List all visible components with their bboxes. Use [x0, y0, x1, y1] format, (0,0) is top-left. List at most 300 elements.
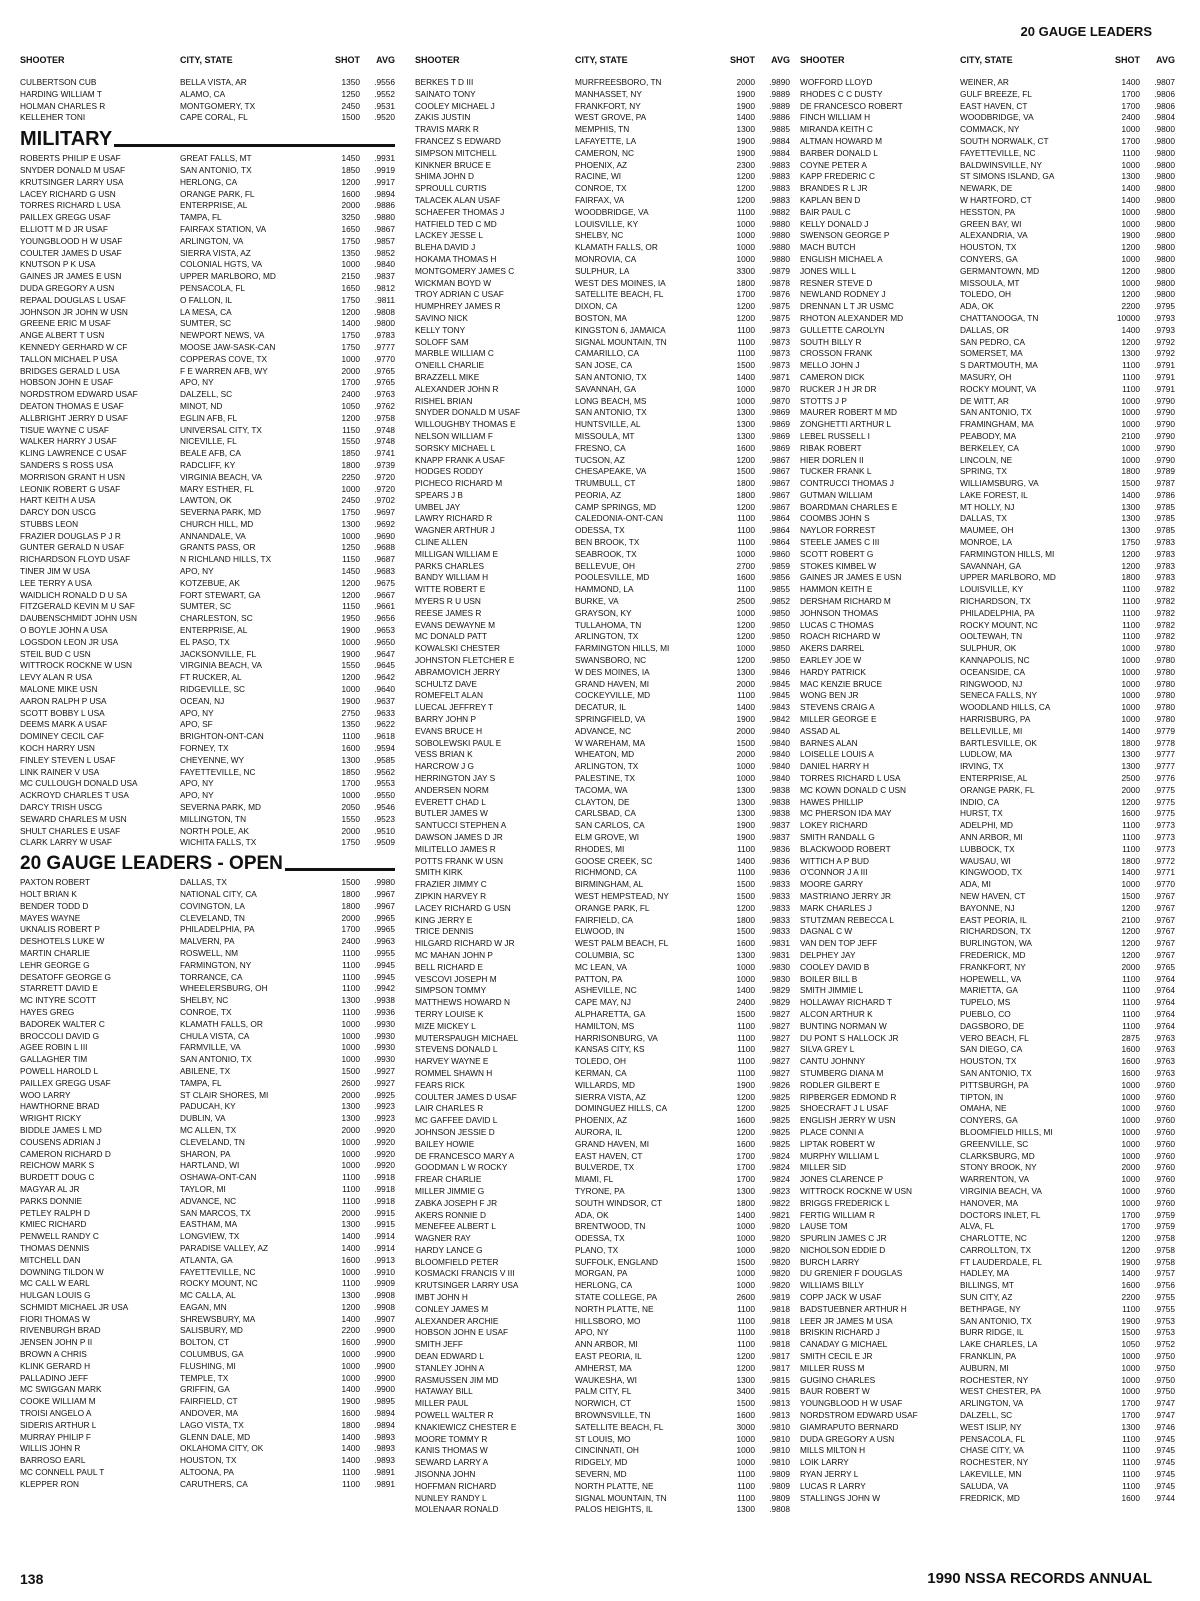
shooter-name: HOLMAN CHARLES R [20, 100, 106, 111]
average: .9531 [374, 100, 395, 111]
shooter-name: SHOECRAFT J L USAF [800, 1103, 889, 1114]
shooter-name: HIER DORLEN II [800, 454, 864, 465]
city-state: ATLANTA, GA [180, 1254, 233, 1265]
shooter-name: DAWSON JAMES D JR [415, 832, 503, 842]
shot-count: 1300 [341, 1113, 360, 1124]
shooter-name: HART KEITH A USA [20, 495, 96, 506]
shot-count: 1100 [342, 959, 360, 970]
shooter-name: REESE JAMES R [415, 607, 482, 618]
shooter-name: DOMINEY CECIL CAF [20, 731, 104, 742]
city-state: SOUTH NORWALK, CT [960, 135, 1049, 146]
shooter-name: WICKMAN BOYD W [415, 277, 492, 288]
average: .9720 [374, 483, 395, 494]
city-state: UPPER MARLBORO, MD [960, 572, 1056, 583]
city-state: PITTSBURGH, PA [960, 1079, 1029, 1090]
average: .9938 [374, 995, 395, 1006]
shot-count: 1000 [736, 1457, 755, 1468]
table-row [800, 1021, 1175, 1033]
shot-count: 2150 [341, 271, 360, 282]
table-row [20, 295, 395, 307]
table-row [20, 271, 395, 283]
shooter-name: RHODES C C DUSTY [800, 88, 883, 99]
average: .9806 [1154, 88, 1175, 99]
city-state: ARLINGTON, TX [575, 631, 639, 642]
city-state: FAYETTEVILLE, NC [180, 1266, 256, 1277]
city-state: APO, NY [180, 377, 214, 388]
shot-count: 1000 [1121, 666, 1140, 677]
table-row [20, 1325, 395, 1337]
average: .9633 [374, 707, 395, 718]
table-row [415, 1115, 790, 1127]
table-row [800, 219, 1175, 231]
shot-count: 1100 [342, 731, 360, 742]
header-shooter: SHOOTER [20, 55, 65, 65]
table-row [800, 1221, 1175, 1233]
city-state: PADUCAH, KY [180, 1101, 236, 1112]
average: .9864 [769, 525, 790, 536]
city-state: CAMP SPRINGS, MD [575, 501, 656, 512]
average: .9661 [374, 601, 395, 612]
average: .9850 [769, 631, 790, 642]
column-1 [20, 55, 395, 1491]
shooter-name: MC CULLOUGH DONALD USA [20, 778, 138, 789]
shooter-name: HARVEY WAYNE E [415, 1056, 489, 1067]
table-row [20, 1373, 395, 1385]
table-row [800, 183, 1175, 195]
shooter-name: MC GAFFEE DAVID L [415, 1115, 498, 1126]
table-row [800, 325, 1175, 337]
table-row [415, 1162, 790, 1174]
table-row [20, 1007, 395, 1019]
shot-count: 1400 [341, 1384, 360, 1395]
average: .9687 [374, 554, 395, 565]
average: .9867 [769, 478, 790, 489]
shot-count: 1900 [736, 88, 755, 99]
shot-count: 1400 [736, 985, 755, 996]
average: .9811 [374, 294, 395, 305]
average: .9800 [1154, 253, 1175, 264]
city-state: PUEBLO, CO [960, 1008, 1011, 1019]
shooter-name: LEE TERRY A USA [20, 577, 92, 588]
city-state: BLOOMFIELD HILLS, MI [960, 1126, 1053, 1137]
shooter-name: BRIDGES GERALD L USA [20, 365, 120, 376]
city-state: RICHARDSON, TX [960, 926, 1031, 937]
city-state: SPRING, TX [960, 466, 1007, 477]
average: .9763 [1154, 1067, 1175, 1078]
shot-count: 2000 [341, 1207, 360, 1218]
city-state: MANHASSET, NY [575, 88, 642, 99]
shot-count: 1850 [341, 164, 360, 175]
city-state: TACOMA, WA [575, 784, 628, 795]
average: .9893 [374, 1443, 395, 1454]
shot-count: 1000 [1121, 714, 1140, 725]
table-row [20, 924, 395, 936]
average: .9745 [1154, 1457, 1175, 1468]
shooter-name: LEER JR JAMES M USA [800, 1315, 893, 1326]
shooter-name: KAPLAN BEN D [800, 194, 861, 205]
shot-count: 1300 [736, 784, 755, 795]
shot-count: 1900 [341, 1396, 360, 1407]
table-row [415, 702, 790, 714]
shooter-name: GOODMAN L W ROCKY [415, 1162, 508, 1173]
city-state: GRAYSON, KY [575, 607, 632, 618]
average: .9920 [374, 1136, 395, 1147]
shot-count: 1700 [736, 1150, 755, 1161]
shooter-name: JONES CLARENCE P [800, 1174, 883, 1185]
table-row [415, 1339, 790, 1351]
city-state: ADA, OK [575, 1209, 609, 1220]
shooter-name: NORDSTROM EDWARD USAF [800, 1410, 918, 1421]
shooter-name: SCHMIDT MICHAEL JR USA [20, 1301, 129, 1312]
average: .9900 [374, 1325, 395, 1336]
shooter-name: PAXTON ROBERT [20, 877, 91, 888]
shot-count: 2000 [341, 1089, 360, 1100]
table-row [800, 832, 1175, 844]
shooter-name: KLEPPER RON [20, 1478, 80, 1489]
average: .9667 [374, 589, 395, 600]
average: .9845 [769, 690, 790, 701]
table-row [415, 171, 790, 183]
city-state: FREDRICK, MD [960, 1492, 1020, 1503]
city-state: MORGAN, PA [575, 1268, 628, 1279]
table-row [20, 913, 395, 925]
table-row [415, 1422, 790, 1434]
table-row [800, 1127, 1175, 1139]
city-state: DALZELL, SC [180, 389, 233, 400]
col2-rows [415, 77, 790, 1516]
shot-count: 1000 [736, 242, 755, 253]
city-state: GULF BREEZE, FL [960, 88, 1032, 99]
city-state: ORANGE PARK, FL [960, 784, 1035, 795]
city-state: COPPERAS COVE, TX [180, 353, 267, 364]
city-state: WOODBRIDGE, VA [960, 112, 1034, 123]
shot-count: 1300 [1121, 171, 1140, 182]
table-row [20, 366, 395, 378]
city-state: MISSOULA, MT [960, 277, 1020, 288]
city-state: WEST ISLIP, NY [960, 1421, 1022, 1432]
shot-count: 1750 [1121, 537, 1140, 548]
table-row [20, 507, 395, 519]
city-state: BALDWINSVILLE, NY [960, 159, 1043, 170]
shot-count: 1000 [341, 1018, 360, 1029]
shot-count: 1100 [737, 843, 755, 854]
shooter-name: TERRY LOUISE K [415, 1008, 484, 1019]
shot-count: 1000 [736, 548, 755, 559]
shooter-name: SILVA GREY L [800, 1044, 855, 1055]
shot-count: 1000 [1121, 879, 1140, 890]
shooter-name: LEONIK ROBERT G USAF [20, 483, 121, 494]
shooter-name: FINCH WILLIAM H [800, 112, 871, 123]
table-row [800, 478, 1175, 490]
average: .9763 [1154, 1056, 1175, 1067]
average: .9913 [374, 1254, 395, 1265]
shooter-name: O BOYLE JOHN A USA [20, 625, 108, 636]
city-state: FT RUCKER, AL [180, 672, 242, 683]
average: .9824 [769, 1150, 790, 1161]
city-state: BEN BROOK, TX [575, 537, 640, 548]
city-state: TUCSON, AZ [575, 454, 625, 465]
average: .9783 [1154, 560, 1175, 571]
shooter-name: SCOTT ROBERT G [800, 548, 874, 559]
average: .9920 [374, 1148, 395, 1159]
city-state: HOUSTON, TX [960, 1056, 1017, 1067]
shot-count: 2000 [1121, 961, 1140, 972]
city-state: CLEVELAND, TN [180, 912, 245, 923]
shot-count: 1000 [1121, 419, 1140, 430]
average: .9791 [1154, 371, 1175, 382]
city-state: WARRENTON, VA [960, 1174, 1029, 1185]
table-row [20, 1302, 395, 1314]
city-state: BELLEVILLE, MI [960, 725, 1023, 736]
average: .9764 [1154, 1008, 1175, 1019]
shot-count: 1150 [342, 554, 360, 565]
shooter-name: BENDER TODD D [20, 900, 89, 911]
average: .9873 [769, 336, 790, 347]
average: .9910 [374, 1266, 395, 1277]
shooter-name: HULGAN LOUIS G [20, 1290, 91, 1301]
table-row [415, 879, 790, 891]
table-row [415, 985, 790, 997]
average: .9759 [1154, 1221, 1175, 1232]
open-rows [20, 877, 395, 1490]
city-state: WHEATON, MD [575, 749, 635, 760]
column-3 [800, 55, 1175, 1504]
average: .9822 [769, 1197, 790, 1208]
table-row [415, 726, 790, 738]
average: .9820 [769, 1280, 790, 1291]
shooter-name: SMITH RANDALL G [800, 832, 875, 842]
city-state: TYRONE, PA [575, 1185, 625, 1196]
average: .9908 [374, 1290, 395, 1301]
average: .9777 [1154, 749, 1175, 760]
city-state: CARUTHERS, CA [180, 1478, 248, 1489]
city-state: MC CALLA, AL [180, 1290, 236, 1301]
city-state: SAN ANTONIO, TX [180, 1054, 252, 1065]
average: .9767 [1154, 938, 1175, 949]
table-row [800, 714, 1175, 726]
table-row [415, 1198, 790, 1210]
shot-count: 1200 [1121, 289, 1140, 300]
shot-count: 1400 [341, 1242, 360, 1253]
shooter-name: EVERETT CHAD L [415, 796, 486, 807]
shooter-name: KENNEDY GERHARD W CF [20, 341, 128, 352]
table-row [415, 455, 790, 467]
table-row [415, 431, 790, 443]
shooter-name: MIRANDA KEITH C [800, 124, 873, 135]
average: .9837 [769, 832, 790, 842]
city-state: CLARKSBURG, MD [960, 1150, 1035, 1161]
shot-count: 1100 [737, 584, 755, 595]
city-state: SIERRA VISTA, AZ [575, 1091, 646, 1102]
shot-count: 1250 [341, 88, 360, 99]
table-row [20, 1361, 395, 1373]
city-state: FAIRFAX STATION, VA [180, 223, 267, 234]
city-state: TAMPA, FL [180, 212, 222, 223]
shooter-name: WAGNER ARTHUR J [415, 525, 495, 536]
shooter-name: HARCROW J G [415, 761, 474, 772]
shooter-name: HUMPHREY JAMES R [415, 301, 501, 312]
average: .9825 [769, 1126, 790, 1137]
table-row [20, 625, 395, 637]
shooter-name: CANADAY G MICHAEL [800, 1339, 888, 1350]
table-row [415, 230, 790, 242]
city-state: OCEAN, NJ [180, 695, 225, 706]
city-state: APO, SF [180, 719, 213, 730]
shooter-name: WITTROCK ROCKNE W USN [20, 660, 133, 671]
shot-count: 3300 [736, 265, 755, 276]
shot-count: 1100 [737, 513, 755, 524]
city-state: HOPEWELL, VA [960, 973, 1022, 984]
table-row [20, 519, 395, 531]
shooter-name: MOORE GARRY [800, 879, 864, 890]
shot-count: 1000 [1121, 643, 1140, 654]
table-row [415, 337, 790, 349]
shooter-name: DESATOFF GEORGE G [20, 971, 111, 982]
shot-count: 1400 [1121, 867, 1140, 878]
shooter-name: BARROSO EARL [20, 1455, 86, 1466]
average: .9815 [769, 1374, 790, 1385]
table-row [800, 1115, 1175, 1127]
city-state: VIRGINIA BEACH, VA [180, 471, 262, 482]
table-row [800, 1103, 1175, 1115]
city-state: PALESTINE, TX [575, 773, 636, 784]
city-state: HARRISONBURG, VA [575, 1032, 658, 1043]
table-row [415, 219, 790, 231]
shot-count: 2000 [736, 749, 755, 760]
table-row [20, 1054, 395, 1066]
shooter-name: GUGINO CHARLES [800, 1374, 876, 1385]
average: .9692 [374, 518, 395, 529]
shooter-name: SEWARD LARRY A [415, 1457, 489, 1468]
shot-count: 1000 [736, 230, 755, 241]
table-row [415, 1245, 790, 1257]
table-row [800, 1410, 1175, 1422]
city-state: COLUMBIA, SC [575, 949, 635, 960]
shooter-name: MASTRIANO JERRY JR [800, 890, 891, 901]
heading-rule [114, 144, 395, 147]
shot-count: 1300 [1121, 501, 1140, 512]
average: .9930 [374, 1030, 395, 1041]
average: .9918 [374, 1195, 395, 1206]
shot-count: 1000 [1121, 1150, 1140, 1161]
city-state: DALLAS, TX [960, 513, 1007, 524]
average: .9759 [1154, 1209, 1175, 1220]
city-state: BRENTWOOD, TN [575, 1221, 646, 1232]
table-row [800, 1469, 1175, 1481]
shooter-name: MENEFEE ALBERT L [415, 1221, 496, 1232]
shooter-name: TUCKER FRANK L [800, 466, 872, 477]
city-state: WICHITA FALLS, TX [180, 837, 257, 848]
city-state: WOODLAND HILLS, CA [960, 702, 1051, 713]
shooter-name: KOCH HARRY USN [20, 743, 95, 754]
shot-count: 1000 [341, 483, 360, 494]
average: .9618 [374, 731, 395, 742]
shot-count: 1500 [736, 879, 755, 890]
average: .9930 [374, 1018, 395, 1029]
table-header [20, 55, 395, 65]
shot-count: 1000 [1121, 206, 1140, 217]
shooter-name: MELLO JOHN J [800, 360, 860, 371]
header-avg: AVG [1156, 55, 1175, 65]
shooter-name: MAC KENZIE BRUCE [800, 678, 883, 689]
average: .9800 [1154, 242, 1175, 253]
shot-count: 1000 [736, 1221, 755, 1232]
average: .9907 [374, 1313, 395, 1324]
shot-count: 1100 [1122, 360, 1140, 371]
shooter-name: ROMEFELT ALAN [415, 690, 483, 701]
table-row [20, 649, 395, 661]
table-row [800, 608, 1175, 620]
city-state: KINGSTON 6, JAMAICA [575, 324, 666, 335]
shot-count: 1100 [1122, 607, 1140, 618]
shooter-name: FREAR CHARLIE [415, 1174, 482, 1185]
table-row [20, 1290, 395, 1302]
shot-count: 1800 [341, 459, 360, 470]
average: .9767 [1154, 926, 1175, 937]
city-state: EAST PEORIA, IL [960, 914, 1027, 925]
shooter-name: MAYES WAYNE [20, 912, 81, 923]
shot-count: 1000 [1121, 395, 1140, 406]
shot-count: 1200 [736, 1362, 755, 1373]
city-state: CALEDONIA-ONT-CAN [575, 513, 664, 524]
average: .9869 [769, 442, 790, 453]
average: .9777 [374, 341, 395, 352]
table-row [800, 301, 1175, 313]
col3-rows [800, 77, 1175, 1504]
shot-count: 2000 [736, 678, 755, 689]
shooter-name: CAMERON DICK [800, 371, 865, 382]
table-row [800, 1493, 1175, 1505]
shot-count: 3400 [736, 1386, 755, 1397]
city-state: ELWOOD, IN [575, 926, 625, 937]
average: .9826 [769, 1079, 790, 1090]
shooter-name: JOHNSON THOMAS [800, 607, 879, 618]
shooter-name: HARDY LANCE G [415, 1244, 483, 1255]
table-row [20, 948, 395, 960]
shooter-name: ENGLISH MICHAEL A [800, 253, 883, 264]
table-row [415, 1139, 790, 1151]
city-state: FAIRFIELD, CA [575, 914, 634, 925]
shooter-name: SCHULTZ DAVE [415, 678, 477, 689]
shooter-name: HOFFMAN RICHARD [415, 1480, 497, 1491]
shot-count: 2000 [736, 77, 755, 87]
city-state: FAYETTEVILLE, NC [960, 147, 1036, 158]
city-state: BERKELEY, CA [960, 442, 1019, 453]
city-state: ROCKY MOUNT, NC [960, 619, 1038, 630]
average: .9800 [1154, 159, 1175, 170]
shooter-name: AARON RALPH P USA [20, 695, 107, 706]
average: .9753 [1154, 1327, 1175, 1338]
average: .9833 [769, 879, 790, 890]
table-row [415, 950, 790, 962]
city-state: UPPER MARLBORO, MD [180, 271, 276, 282]
average: .9546 [374, 802, 395, 813]
city-state: SEVERNA PARK, MD [180, 507, 261, 518]
average: .9800 [1154, 171, 1175, 182]
table-row [800, 785, 1175, 797]
shot-count: 1000 [1121, 407, 1140, 418]
city-state: MONTGOMERY, TX [180, 100, 256, 111]
shooter-name: TISUE WAYNE C USAF [20, 424, 109, 435]
shooter-name: UMBEL JAY [415, 501, 461, 512]
shooter-name: WITTE ROBERT E [415, 584, 486, 595]
city-state: MT HOLLY, NJ [960, 501, 1015, 512]
table-row [20, 1255, 395, 1267]
shot-count: 1100 [1122, 1020, 1140, 1031]
table-row [20, 259, 395, 271]
shot-count: 1100 [342, 1006, 360, 1017]
shooter-name: GUNTER GERALD N USAF [20, 542, 125, 553]
